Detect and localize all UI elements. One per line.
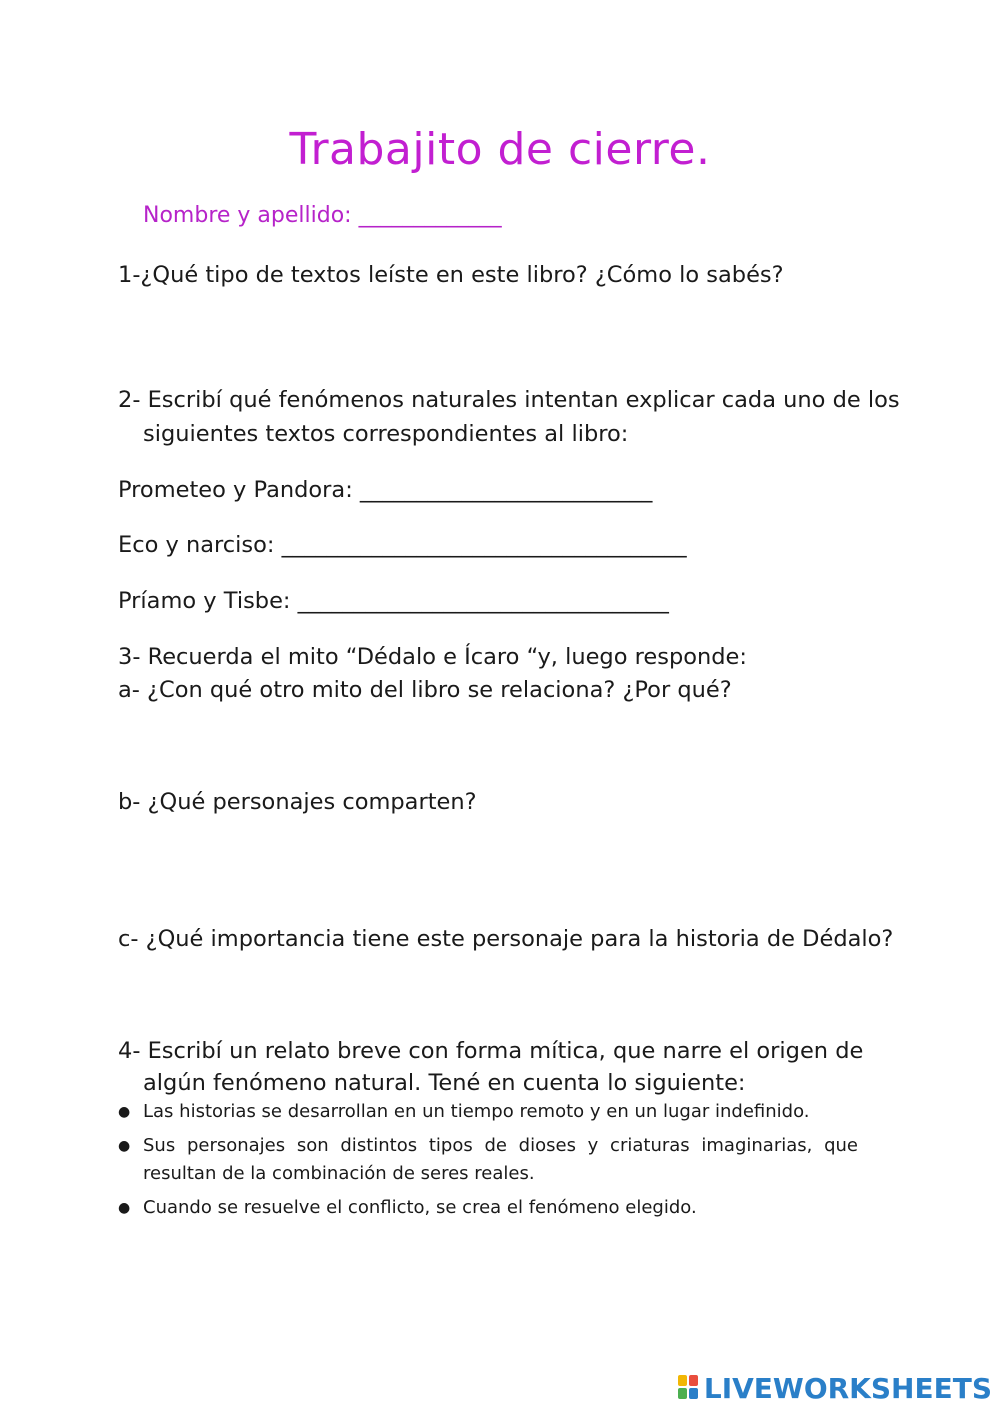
question-1: 1-¿Qué tipo de textos leíste en este libro? ¿Cómo lo sabés? xyxy=(118,262,784,288)
question-4-continuation: algún fenómeno natural. Tené en cuenta lo siguiente: xyxy=(143,1070,746,1096)
question-3: 3- Recuerda el mito “Dédalo e Ícaro “y, luego responde: xyxy=(118,644,747,670)
liveworksheets-logo-icon xyxy=(678,1375,700,1401)
question-3c: c- ¿Qué importancia tiene este personaje para la historia de Dédalo? xyxy=(118,926,894,952)
bullet-icon: ● xyxy=(118,1138,131,1154)
name-field-label: Nombre y apellido: _____________ xyxy=(143,203,502,228)
q2-item-priamo: Príamo y Tisbe: _________________________________ xyxy=(118,588,669,614)
bullet-icon: ● xyxy=(118,1104,131,1120)
q2-item-prometeo: Prometeo y Pandora: __________________________ xyxy=(118,477,653,503)
liveworksheets-watermark xyxy=(678,1373,992,1403)
bullet-icon: ● xyxy=(118,1200,131,1216)
page-title: Trabajito de cierre. xyxy=(289,124,711,175)
question-2-continuation: siguientes textos correspondientes al libro: xyxy=(143,421,629,447)
question-3b: b- ¿Qué personajes comparten? xyxy=(118,789,477,815)
q2-item-eco: Eco y narciso: ____________________________________ xyxy=(118,532,687,558)
list-item: ● Las historias se desarrollan en un tiempo remoto y en un lugar indefinido. xyxy=(118,1098,858,1126)
list-item: ● Cuando se resuelve el conflicto, se crea el fenómeno elegido. xyxy=(118,1194,858,1222)
question-4: 4- Escribí un relato breve con forma mítica, que narre el origen de xyxy=(118,1038,864,1064)
q4-bullet-list xyxy=(118,1098,858,1228)
question-3a: a- ¿Con qué otro mito del libro se relaciona? ¿Por qué? xyxy=(118,677,732,703)
watermark-text: LIVEWORKSHEETS xyxy=(703,1371,992,1405)
question-2: 2- Escribí qué fenómenos naturales intentan explicar cada uno de los xyxy=(118,387,900,413)
list-item: ● Sus personajes son distintos tipos de dioses y criaturas imaginarias, que resultan de la combinación de seres reales. xyxy=(118,1132,858,1188)
